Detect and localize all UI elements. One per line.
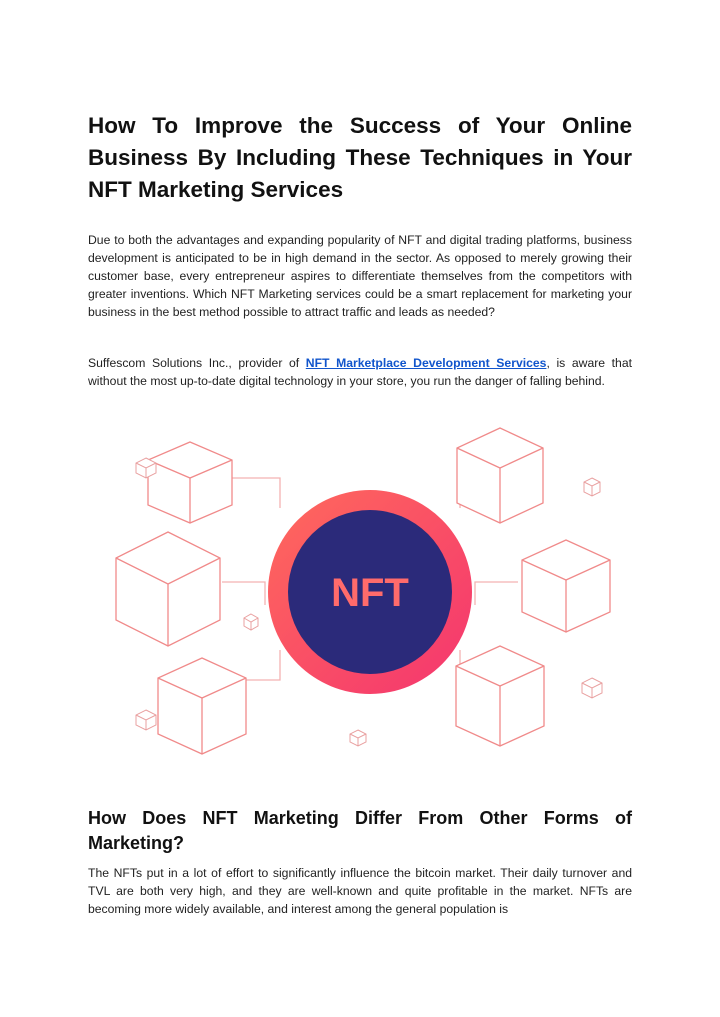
small-cube <box>350 730 366 746</box>
provider-paragraph <box>88 354 632 390</box>
cube-bottom-left <box>158 658 246 754</box>
connector-line <box>240 650 280 680</box>
cube-top-left <box>148 442 232 523</box>
cube-top-right <box>457 428 543 523</box>
connector-line <box>222 582 265 605</box>
provider-text-after: , is aware that without the most up-to-date digital technology in your store, you run the danger of falling behind. <box>88 356 632 388</box>
intro-paragraph: Due to both the advantages and expanding popularity of NFT and digital trading platforms, business development is anticipated to be in high demand in the sector. As opposed to merely growing their customer base, every entrepreneur aspires to differentiate themselves from the competitors with greater inventions. Which NFT Marketing services could be a smart replacement for marketing your business in the best method possible to attract traffic and leads as needed? <box>88 233 632 319</box>
small-cube <box>136 458 156 478</box>
provider-text-before: Suffescom Solutions Inc., provider of <box>88 356 306 370</box>
section-heading: How Does NFT Marketing Differ From Other Forms of Marketing? <box>88 808 632 853</box>
cube-bottom-right <box>456 646 544 746</box>
connector-line <box>475 582 518 605</box>
nft-badge-label: NFT <box>331 571 409 615</box>
nft-illustration <box>110 420 630 780</box>
nft-marketplace-link[interactable]: NFT Marketplace Development Services <box>305 356 547 370</box>
small-cube <box>582 678 602 698</box>
article-title: How To Improve the Success of Your Online Business By Including These Techniques in Your NFT Marketing Services <box>88 113 632 202</box>
small-cube <box>136 710 156 730</box>
connector-line <box>232 478 280 508</box>
cube-mid-left <box>116 532 220 646</box>
small-cube <box>584 478 600 496</box>
small-cube <box>244 614 258 630</box>
section-paragraph: The NFTs put in a lot of effort to significantly influence the bitcoin market. Their daily turnover and TVL are both very high, and they are well-known and quite profitable in the market. NFTs are becoming more widely available, and interest among the general population is <box>88 866 632 916</box>
cube-mid-right <box>522 540 610 632</box>
